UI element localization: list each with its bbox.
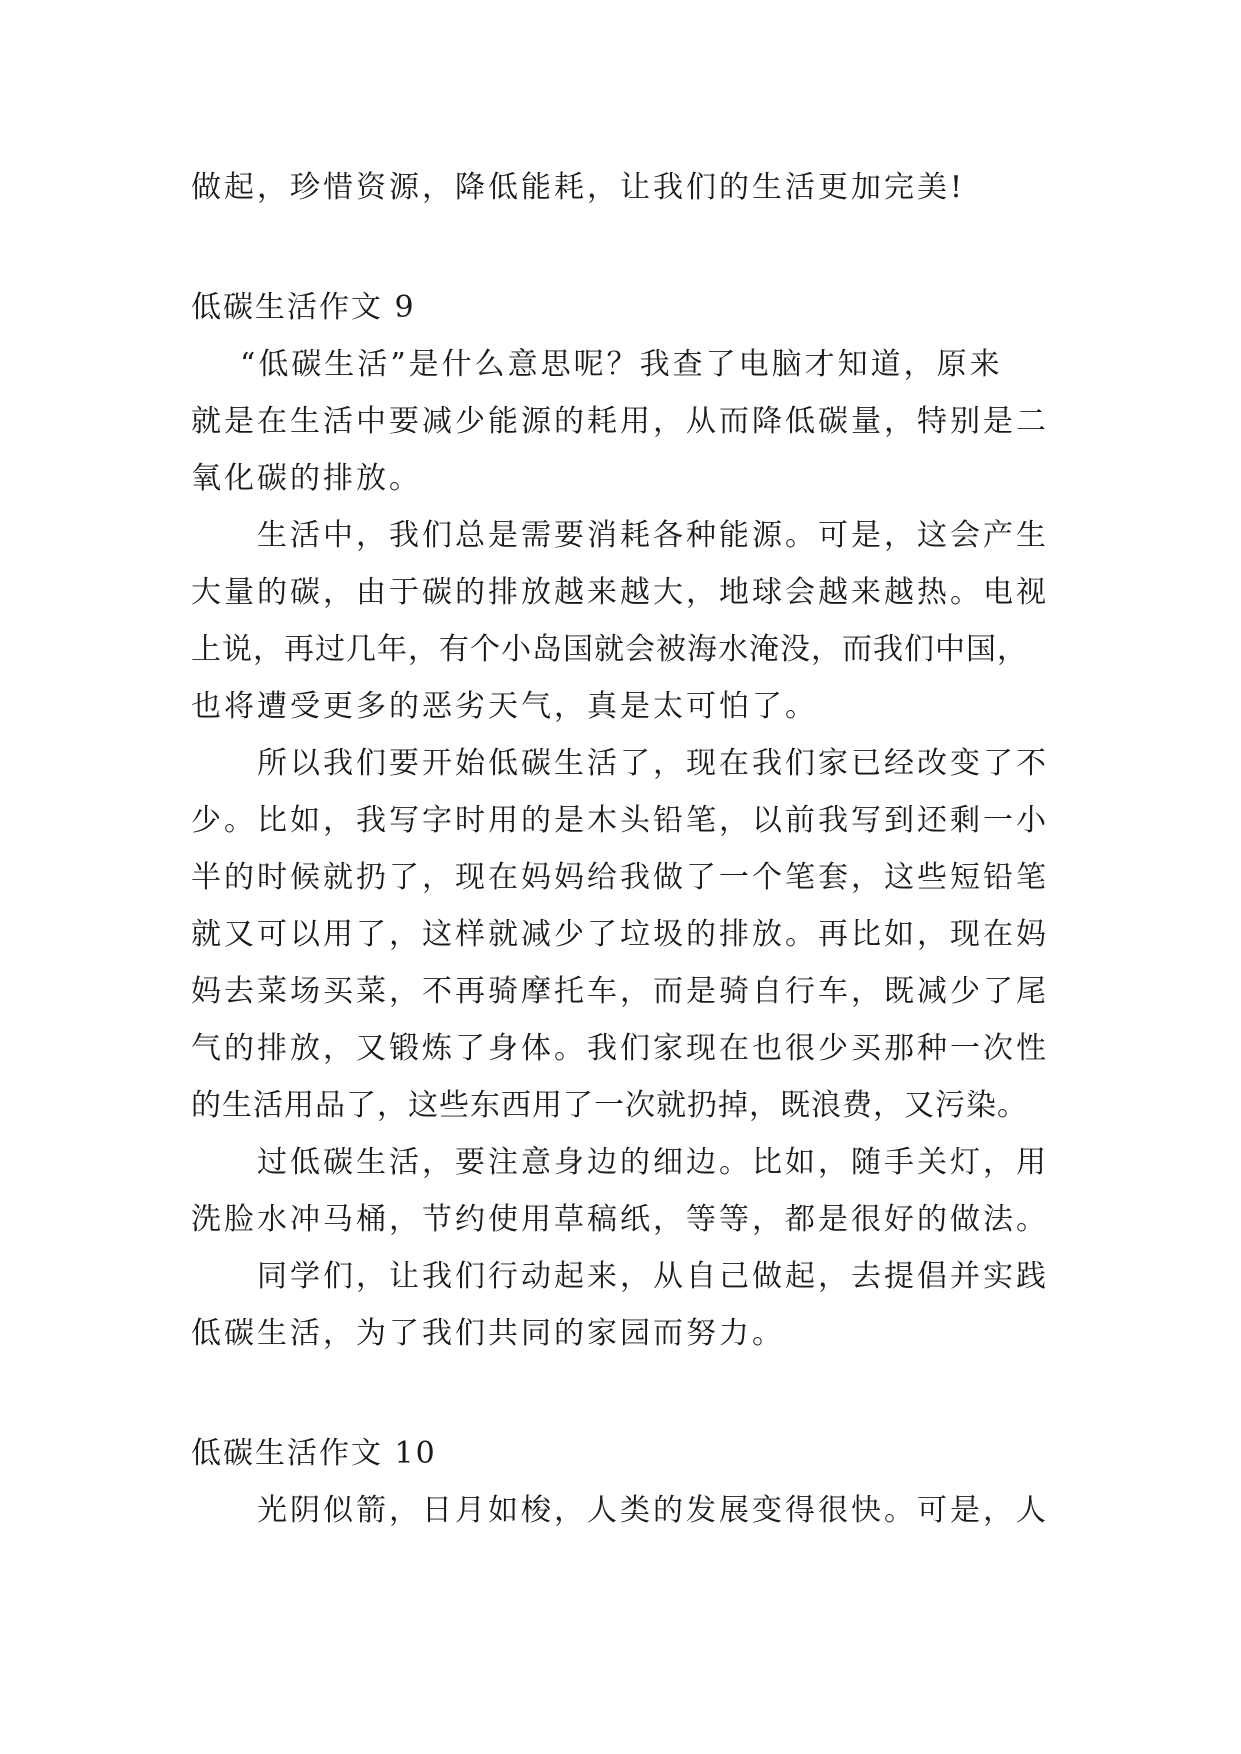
text-line: 上说，再过几年，有个小岛国就会被海水淹没，而我们中国，: [191, 632, 1028, 667]
text-line: “低碳生活”是什么意思呢？我查了电脑才知道，原来: [240, 347, 1003, 382]
text-line: 低碳生活，为了我们共同的家园而努力。: [191, 1316, 785, 1351]
text-line: 做起，珍惜资源，降低能耗，让我们的生活更加完美!: [191, 170, 966, 205]
text-line: 洗脸水冲马桶，节约使用草稿纸，等等，都是很好的做法。: [191, 1202, 1049, 1237]
text-line: 妈去菜场买菜，不再骑摩托车，而是骑自行车，既减少了尾: [191, 974, 1049, 1009]
essay-heading: 低碳生活作文 9: [191, 290, 416, 325]
text-line: 半的时候就扔了，现在妈妈给我做了一个笔套，这些短铅笔: [191, 860, 1049, 895]
text-line: 就又可以用了，这样就减少了垃圾的排放。再比如，现在妈: [191, 917, 1049, 952]
text-line: 大量的碳，由于碳的排放越来越大，地球会越来越热。电视: [191, 575, 1049, 610]
text-line: 光阴似箭，日月如梭，人类的发展变得很快。可是，人: [257, 1493, 1049, 1528]
text-line: 同学们，让我们行动起来，从自己做起，去提倡并实践: [257, 1259, 1049, 1294]
text-line: 过低碳生活，要注意身边的细边。比如，随手关灯，用: [257, 1145, 1049, 1180]
text-line: 氧化碳的排放。: [191, 461, 422, 496]
text-line: 也将遭受更多的恶劣天气，真是太可怕了。: [191, 689, 818, 724]
text-line: 所以我们要开始低碳生活了，现在我们家已经改变了不: [257, 746, 1049, 781]
essay-heading: 低碳生活作文 10: [191, 1436, 437, 1471]
text-line: 少。比如，我写字时用的是木头铅笔，以前我写到还剩一小: [191, 803, 1049, 838]
text-line: 的生活用品了，这些东西用了一次就扔掉，既浪费，又污染。: [191, 1088, 1028, 1123]
text-line: 气的排放，又锻炼了身体。我们家现在也很少买那种一次性: [191, 1031, 1049, 1066]
text-line: 生活中，我们总是需要消耗各种能源。可是，这会产生: [257, 518, 1049, 553]
text-line: 就是在生活中要减少能源的耗用，从而降低碳量，特别是二: [191, 404, 1049, 439]
